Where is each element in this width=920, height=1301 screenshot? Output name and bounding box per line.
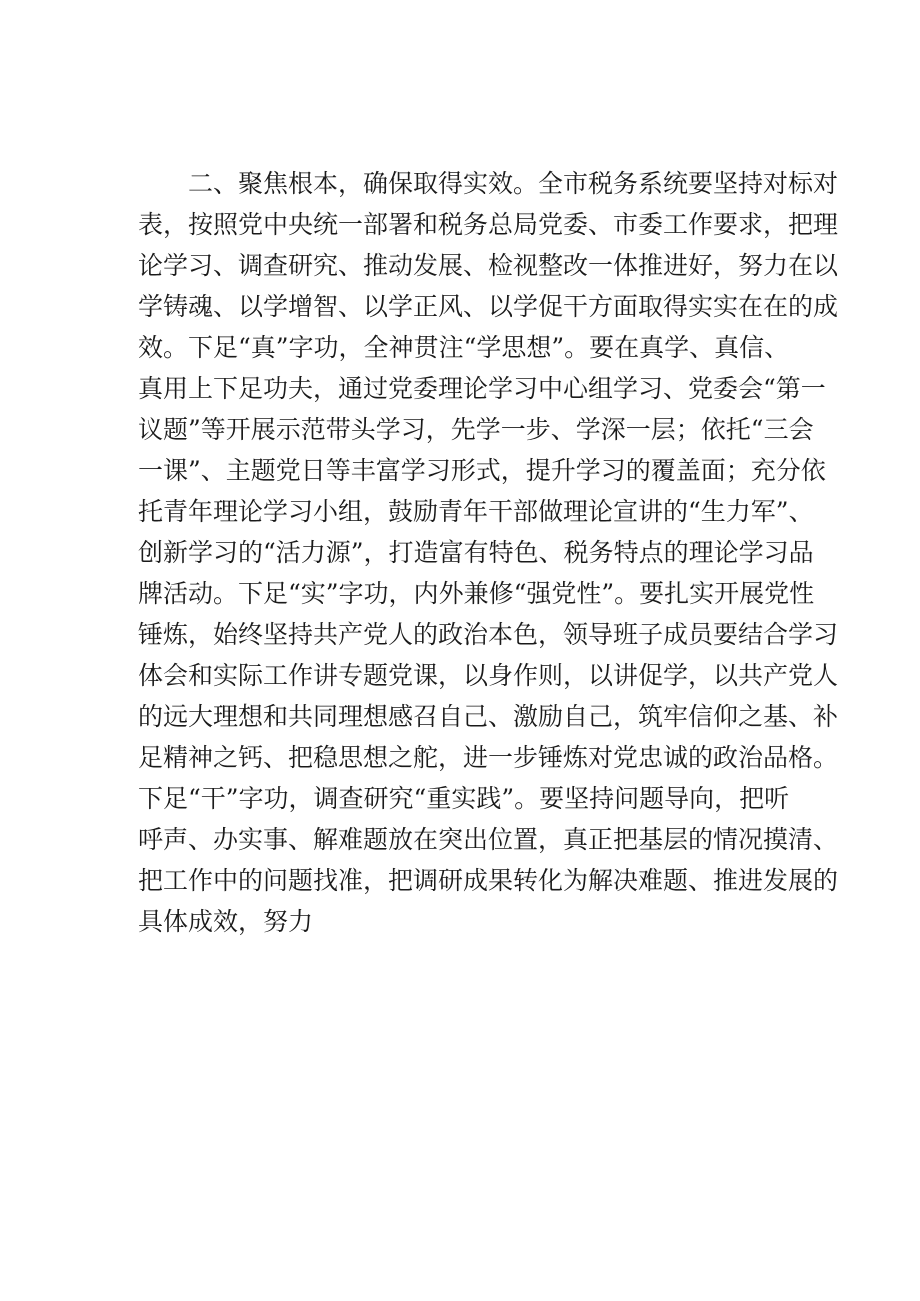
paragraph-line: 真用上下足功夫，通过党委理论学习中心组学习、党委会“第一 <box>138 374 826 403</box>
paragraph-line: 创新学习的“活力源”，打造富有特色、税务特点的理论学习品 <box>138 538 814 567</box>
body-paragraph <box>138 163 839 942</box>
paragraph-line: 足精神之钙、把稳思想之舵，进一步锤炼对党忠诚的政治品格。 <box>138 743 839 772</box>
paragraph-line: 议题”等开展示范带头学习，先学一步、学深一层；依托“三会 <box>138 415 814 444</box>
paragraph-line: 锤炼，始终坚持共产党人的政治本色，领导班子成员要结合学习 <box>138 620 839 649</box>
paragraph-line: 体会和实际工作讲专题党课，以身作则，以讲促学，以共产党人 <box>138 661 839 690</box>
paragraph-line: 表，按照党中央统一部署和税务总局党委、市委工作要求，把理 <box>138 210 839 239</box>
paragraph-line: 托青年理论学习小组，鼓励青年干部做理论宣讲的“生力军”、 <box>138 497 814 526</box>
paragraph-line: 具体成效，努力 <box>138 907 314 936</box>
paragraph-line: 一课”、主题党日等丰富学习形式，提升学习的覆盖面；充分依 <box>138 456 826 485</box>
paragraph-line: 牌活动。下足“实”字功，内外兼修“强党性”。要扎实开展党性 <box>138 579 815 608</box>
paragraph-line: 呼声、办实事、解难题放在突出位置，真正把基层的情况摸清、 <box>138 825 839 854</box>
paragraph-line: 二、聚焦根本，确保取得实效。全市税务系统要坚持对标对 <box>188 169 839 198</box>
paragraph-line: 把工作中的问题找准，把调研成果转化为解决难题、推进发展的 <box>138 866 839 895</box>
paragraph-line: 下足“干”字功，调查研究“重实践”。要坚持问题导向，把听 <box>138 784 790 813</box>
paragraph-line: 的远大理想和共同理想感召自己、激励自己，筑牢信仰之基、补 <box>138 702 839 731</box>
paragraph-line: 效。下足“真”字功，全神贯注“学思想”。要在真学、真信、 <box>138 333 790 362</box>
paragraph-line: 学铸魂、以学增智、以学正风、以学促干方面取得实实在在的成 <box>138 292 839 321</box>
paragraph-line: 论学习、调查研究、推动发展、检视整改一体推进好，努力在以 <box>138 251 839 280</box>
